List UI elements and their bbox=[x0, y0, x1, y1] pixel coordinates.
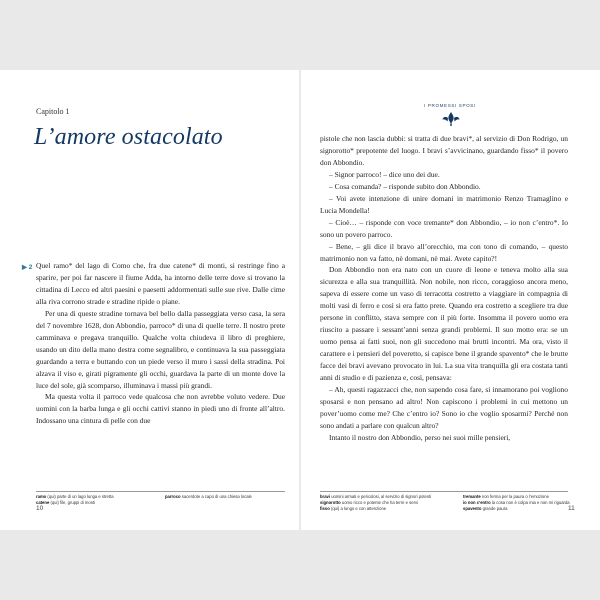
chapter-label: Capitolo 1 bbox=[36, 107, 70, 116]
paragraph: Per una di queste stradine tornava bel bello dalla passeggiata verso casa, la sera del 7 novembre 1628, don Abbondio, parroco* di una di quelle terre. Il nostro prete camminava e pregava tranquillo. Qualche volta chiudeva il libro di preghiere, usando un dito della mano destra come segnalibro, e continuava la sua passeggiata guardando a terra e buttando con un piede verso il muro i sassi della stradina. Poi alzava il viso e, girati pigramente gli occhi, guardava la parte di un monte dove la luce del sole, già scomparso, illuminava i massi più grandi. bbox=[36, 308, 285, 390]
gloss-entry bbox=[463, 506, 570, 512]
gloss-definition: uomo ricco e potente che ha terre e servi bbox=[341, 500, 418, 505]
paragraph: – Voi avete intenzione di unire domani in matrimonio Renzo Tramaglino e Lucia Mondella! bbox=[320, 193, 568, 215]
paragraph: pistole che non lascia dubbi: si tratta di due bravi*, al servizio di Don Rodrigo, un signorotto* prepotente del luogo. I bravi s’avvicinano, guardando fisso* il povero don Abbondio. bbox=[320, 134, 568, 167]
gloss-term: io non c’entro bbox=[463, 500, 491, 505]
paragraph: – Bene, – gli dice il bravo all’orecchio, ma con tono di comando, – questo matrimonio non va fatto, nè domani, nè mai. Avete capito?! bbox=[320, 241, 568, 263]
gloss-definition: grande paura bbox=[482, 506, 508, 511]
glossary-column bbox=[320, 494, 431, 512]
gloss-definition: la cosa non è colpa mia e non mi riguarda bbox=[491, 500, 570, 505]
running-header: I PROMESSI SPOSI bbox=[424, 103, 476, 108]
page-number: 11 bbox=[568, 505, 575, 512]
gloss-entry bbox=[36, 500, 114, 506]
gloss-term: tremante bbox=[463, 494, 481, 499]
gloss-divider bbox=[36, 491, 285, 492]
gloss-entry bbox=[320, 506, 431, 512]
gloss-definition: (qui) file, gruppi di monti bbox=[50, 500, 96, 505]
chapter-title: L’amore ostacolato bbox=[34, 124, 223, 150]
paragraph: Quel ramo* del lago di Como che, fra due catene* di monti, si restringe fino a sparire, per poi far nascere il fiume Adda, ha intorno delle terre dove si trovano la cittadina di Lecco ed altri paesini e paesetti addormentati sulle sue rive. Dalle cime alla riva corrono strade e stradine ripide o piane. bbox=[36, 261, 285, 306]
paragraph: – Cioè… – risponde con voce tremante* don Abbondio, – io non c’entro*. Io sono un povero parroco. bbox=[320, 217, 568, 239]
glossary-column bbox=[165, 494, 252, 500]
right-page bbox=[300, 70, 600, 530]
gloss-term: ramo bbox=[36, 494, 47, 499]
glossary-column bbox=[36, 494, 114, 506]
paragraph: Ma questa volta il parroco vede qualcosa che non avrebbe voluto vedere. Due uomini con la barba lunga e gli occhi cattivi stanno in piedi uno di fronte all’altro. Indossano una cintura di pelle con due bbox=[36, 392, 285, 426]
paragraph: Intanto il nostro don Abbondio, perso nei suoi mille pensieri, bbox=[329, 432, 511, 442]
fleur-emblem-icon bbox=[441, 111, 461, 127]
gloss-definition: (qui) a lungo e con attenzione bbox=[330, 506, 387, 511]
gloss-definition: (qui) parte di un lago lunga e stretta bbox=[47, 494, 114, 499]
book-spine bbox=[299, 70, 301, 530]
gloss-term: fisso bbox=[320, 506, 330, 511]
left-page bbox=[0, 70, 300, 530]
gloss-definition: sacerdote a capo di una chiesa locale bbox=[181, 494, 252, 499]
audio-track-marker[interactable]: ▶ 2 bbox=[22, 264, 33, 271]
right-body-text bbox=[320, 133, 568, 444]
gloss-definition: uomini armati e pericolosi, al servizio di signori potenti bbox=[331, 494, 432, 499]
gloss-entry bbox=[165, 494, 252, 500]
gloss-definition: non ferma per la paura o l’emozione bbox=[481, 494, 549, 499]
glossary-column bbox=[463, 494, 570, 512]
paragraph: – Cosa comanda? – risponde subito don Abbondio. bbox=[329, 181, 481, 191]
gloss-term: signorotto bbox=[320, 500, 341, 505]
gloss-term: parroco bbox=[165, 494, 181, 499]
gloss-term: bravi bbox=[320, 494, 331, 499]
paragraph: – Signor parroco! – dice uno dei due. bbox=[329, 169, 440, 179]
gloss-term: catene bbox=[36, 500, 50, 505]
gloss-term: spavento bbox=[463, 506, 482, 511]
left-body-text bbox=[36, 260, 285, 427]
gloss-divider bbox=[320, 491, 568, 492]
paragraph: – Ah, questi ragazzacci che, non sapendo cosa fare, si innamorano poi vogliono sposarsi e non pensano ad altro! Non capiscono i problemi in cui mettono un pover’uomo come me? Che c’entro io? Sono io che voglio sposarmi? Perché non sono andati a parlare con qualcun altro? bbox=[320, 385, 568, 430]
page-number: 10 bbox=[36, 505, 44, 512]
paragraph: Don Abbondio non era nato con un cuore di leone e teneva molto alla sua sicurezza e alla sua tranquillità. Non nobile, non ricco, coraggioso ancora meno, sapeva di essere come un vaso di terracotta costretto a viaggiare in compagnia di molti vasi di ferro e così si era fatto prete. Quando era costretto a scegliere tra due persone in conflitto, stava sempre con il più forte. Insomma il povero uomo era riuscito a passare i sessant’anni senza grandi problemi. Il suo motto era: se un uomo pensa ai fatti suoi, non gli succedono mai brutti incontri. Ma ora, visto il carattere e i pensieri del poveretto, si capisce bene il grande spavento* che le brutte facce dei bravi avevano provocato in lui. La sua vita tranquilla gli era costata tanti anni di studio e di pazienza e, così, pensava: bbox=[320, 265, 569, 383]
